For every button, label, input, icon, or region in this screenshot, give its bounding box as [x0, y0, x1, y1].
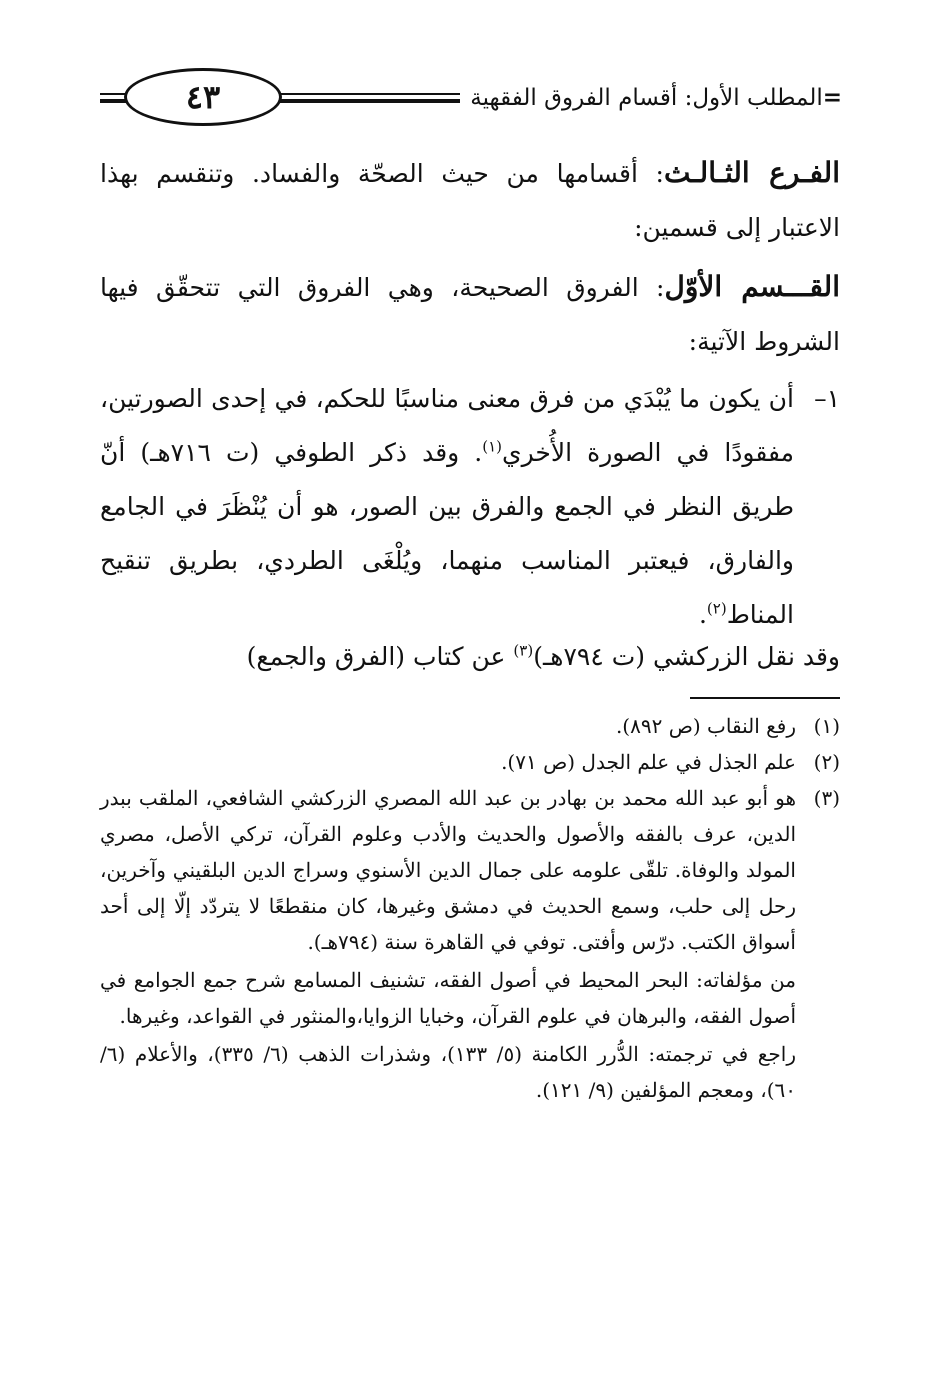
footnote-number: (٣) [813, 786, 840, 810]
closing-text-a: وقد نقل الزركشي (ت ٧٩٤هـ) [533, 642, 840, 671]
footnote-3 [100, 780, 840, 960]
footnote-number: (١) [813, 714, 840, 738]
section-text: : أقسامها من حيث الصحّة والفساد. وتنقسم بهذا الاعتبار إلى قسمين: [100, 159, 840, 242]
footnote-number: (٢) [813, 750, 840, 774]
list-text [100, 372, 794, 642]
part-paragraph [100, 260, 840, 369]
running-header [96, 64, 844, 130]
item-text-b: . وقد ذكر الطوفي (ت ٧١٦هـ) أنّ طريق النظر في الجمع والفرق بين الصور، هو أن يُنْظَرَ في الجامع والفارق، فيعتبر المناسب منهما، ويُلْغَى الطردي، بطريق تنقيح المناط [100, 438, 794, 629]
part-heading: القـــسم الأوّل [664, 270, 840, 303]
section-paragraph [100, 146, 840, 255]
footnote-2 [100, 744, 840, 780]
header-mark: = [822, 84, 842, 111]
footnotes [100, 708, 840, 1108]
footnote-separator [690, 697, 840, 699]
footnote-1 [100, 708, 840, 744]
footnote-ref-1[interactable]: (١) [482, 437, 503, 456]
item-text-c: . [698, 600, 707, 629]
item-text-a: أن يكون ما يُبْدَي من فرق معنى مناسبًا للحكم، في إحدى الصورتين، مفقودًا في الصورة الأُخري [100, 384, 795, 467]
list-item [100, 372, 840, 642]
list-number: ١– [814, 384, 840, 413]
footnote-text: هو أبو عبد الله محمد بن بهادر بن عبد الله المصري الزركشي الشافعي، الملقب ببدر الدين، عرف بالفقه والأصول والحديث والأدب وعلوم القرآن، تركي الأصل، مصري المولد والوفاة. تلقّى علومه على جمال الدين الأسنوي وسراج الدين البلقيني وآخرين، رحل إلى حلب، وسمع الحديث في دمشق وغيرها، كان منقطعًا لا يتردّد إلّا إلى أحد أسواق الكتب. درّس وأفتى. توفي في القاهرة سنة (٧٩٤هـ). [100, 786, 796, 954]
footnote-ref-2[interactable]: (٢) [706, 599, 727, 618]
header-title-text: المطلب الأول: أقسام الفروق الفقهية [470, 85, 823, 111]
section-heading: الفـرع الثـالـث [663, 156, 840, 189]
footnote-works: من مؤلفاته: البحر المحيط في أصول الفقه، تشنيف المسامع شرح جمع الجوامع في أصول الفقه، والبرهان في علوم القرآن، وخبايا الزوايا،والمنثور في القواعد، وغيرها. [100, 968, 796, 1028]
footnote-text: رفع النقاب (ص ٨٩٢). [615, 714, 796, 738]
page-number [124, 68, 282, 126]
footnote-text: علم الجذل في علم الجدل (ص ٧١). [501, 750, 796, 774]
header-title [460, 80, 844, 116]
closing-paragraph [100, 630, 840, 684]
footnote-sources: راجع في ترجمته: الدُّرر الكامنة (٥/ ١٣٣)، وشذرات الذهب (٦/ ٣٣٥)، والأعلام (٦/ ٦٠)، ومعجم المؤلفين (٩/ ١٢١). [100, 1042, 796, 1102]
footnote-ref-3[interactable]: (٣) [513, 641, 534, 660]
part-text: : الفروق الصحيحة، وهي الفروق التي تتحقّق فيها الشروط الآتية: [100, 273, 840, 356]
closing-text-b: عن كتاب (الفرق والجمع) [246, 642, 514, 671]
page-number-text: ٤٣ [185, 78, 221, 116]
